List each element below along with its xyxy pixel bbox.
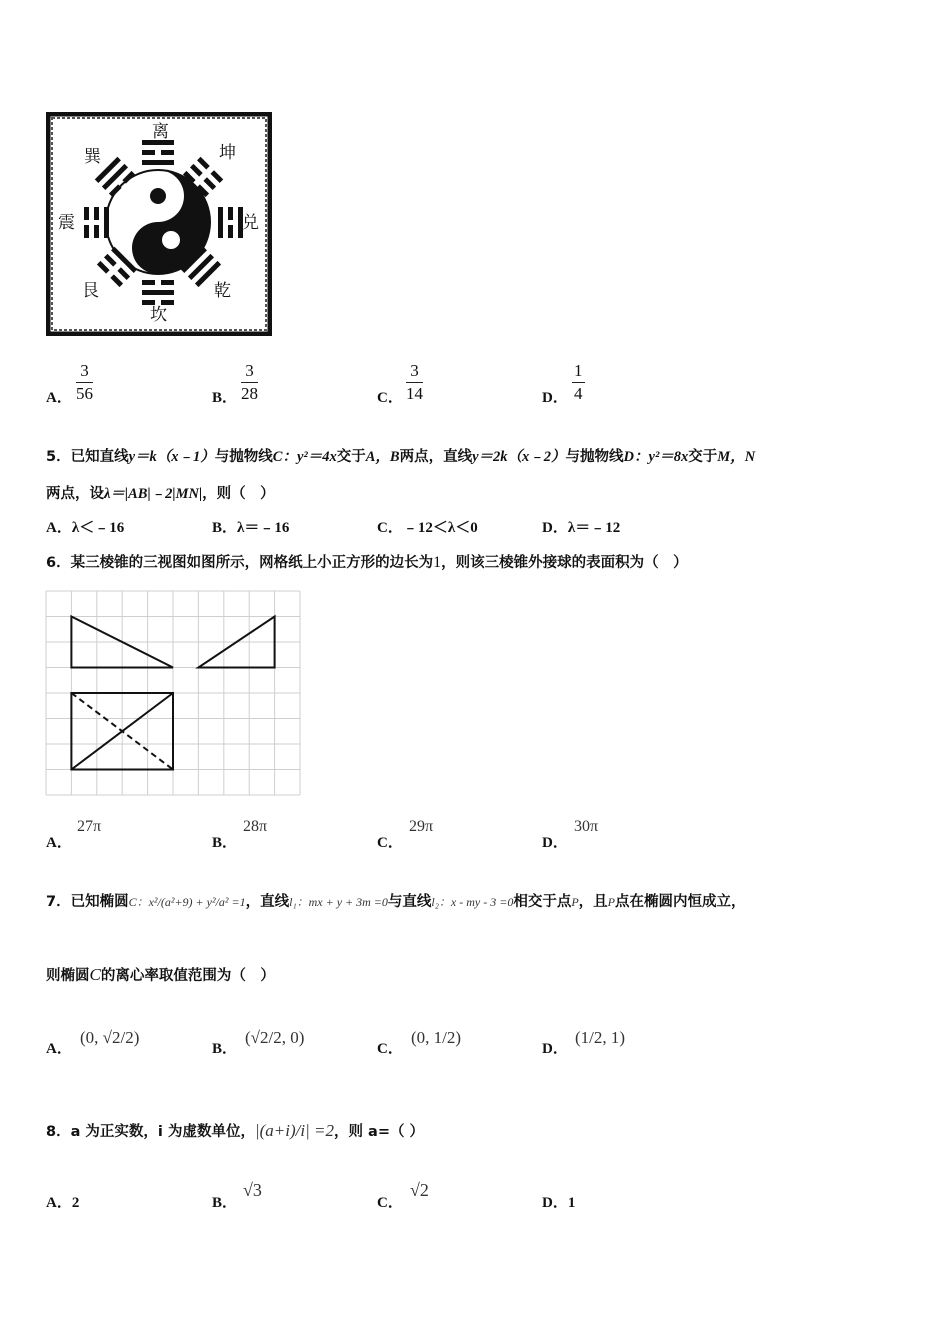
q5-option-c[interactable]: C．﹣12＜λ＜0 [377, 520, 478, 536]
q4-option-d-letter[interactable]: D． [542, 390, 568, 406]
q5-option-a[interactable]: A．λ＜﹣16 [46, 520, 125, 536]
q4-option-c-fraction: $\frac{3}{14}$ [406, 361, 423, 403]
bagua-label-qian: 乾 [214, 281, 231, 301]
q7-option-a-letter[interactable]: A． [46, 1041, 72, 1057]
ellipse-equation: C：x²/(a²+9) + y²/a² =1 [128, 895, 246, 909]
q6-option-b-letter[interactable]: B． [212, 835, 238, 851]
q8-stem: 8．a 为正实数，i 为虚数单位，|(a+i)/i| =2，则 a=（ ） [46, 1121, 425, 1140]
line-l2-equation: l₂：x - my - 3 =0 [431, 895, 514, 909]
q4-option-d-fraction: $\frac{1}{4}$ [574, 361, 583, 403]
bagua-label-gen: 艮 [82, 281, 99, 301]
bagua-image [46, 112, 272, 336]
q8-option-c-value: √2 [410, 1180, 429, 1200]
q5-stem-line1: 5．已知直线y＝k（x﹣1）与抛物线C：y²＝4x交于A，B两点，直线y＝2k（x﹣2）与抛物线D：y²＝8x交于M，N [46, 449, 756, 465]
q8-option-c-letter[interactable]: C． [377, 1195, 403, 1211]
q5-option-b[interactable]: B．λ＝﹣16 [212, 520, 290, 536]
q7-option-d-letter[interactable]: D． [542, 1041, 568, 1057]
bagua-label-kan: 坎 [150, 305, 167, 325]
q4-option-b-letter[interactable]: B． [212, 390, 238, 406]
q6-stem: 6．某三棱锥的三视图如图所示，网格纸上小正方形的边长为1，则该三棱锥外接球的表面积为（ ） [46, 554, 688, 571]
q8-option-a[interactable]: A．2 [46, 1195, 80, 1211]
q4-option-a-fraction: $\frac{3}{56}$ [76, 361, 93, 403]
q7-option-a-value: (0, √2/2) [80, 1028, 140, 1047]
q6-option-b-value: 28π [243, 818, 268, 835]
q7-option-d-value: (1/2, 1) [575, 1028, 626, 1047]
q6-option-a-value: 27π [77, 818, 102, 835]
bagua-label-li: 离 [152, 122, 169, 142]
modulus-expression: |(a+i)/i| =2 [254, 1121, 334, 1140]
q8-option-d[interactable]: D．1 [542, 1195, 576, 1211]
q6-option-a-letter[interactable]: A． [46, 835, 72, 851]
q7-option-c-letter[interactable]: C． [377, 1041, 403, 1057]
q4-option-b-fraction: $\frac{3}{28}$ [241, 361, 258, 403]
three-view-grid-figure [45, 590, 302, 797]
q7-option-b-value: (√2/2, 0) [245, 1028, 305, 1047]
q6-option-c-value: 29π [409, 818, 434, 835]
q8-option-b-letter[interactable]: B． [212, 1195, 238, 1211]
q5-stem-line2: 两点，设λ＝|AB|﹣2|MN|，则（ ） [46, 486, 275, 502]
bagua-label-kun: 坤 [219, 143, 236, 163]
q7-option-c-value: (0, 1/2) [411, 1028, 462, 1047]
q7-stem-line2: 则椭圆C的离心率取值范围为（ ） [46, 965, 275, 984]
bagua-label-dui: 兑 [242, 213, 259, 233]
q7-option-b-letter[interactable]: B． [212, 1041, 238, 1057]
q5-option-d[interactable]: D．λ＝﹣12 [542, 520, 621, 536]
q4-option-c-letter[interactable]: C． [377, 390, 403, 406]
q6-option-d-value: 30π [574, 818, 599, 835]
q7-stem-line1: 7．已知椭圆C：x²/(a²+9) + y²/a² =1，直线l₁：mx + y + 3m =0与直线l₂：x - my - 3 =0相交于点P，且P点在椭圆内恒成立， [46, 894, 746, 910]
bagua-label-xun: 巽 [84, 147, 101, 167]
q6-option-d-letter[interactable]: D． [542, 835, 568, 851]
q8-option-b-value: √3 [243, 1180, 262, 1200]
q6-option-c-letter[interactable]: C． [377, 835, 403, 851]
line-l1-equation: l₁：mx + y + 3m =0 [289, 895, 388, 909]
bagua-label-zhen: 震 [58, 213, 75, 233]
q4-option-a-letter[interactable]: A． [46, 390, 72, 406]
